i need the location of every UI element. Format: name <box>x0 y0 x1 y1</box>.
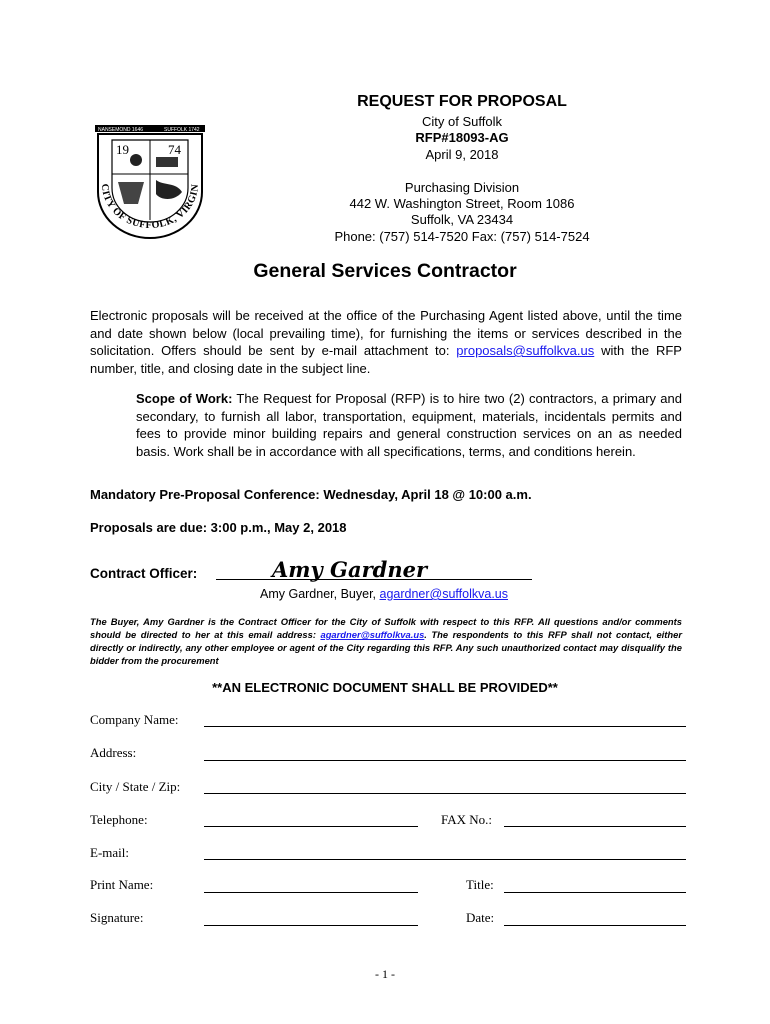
page-number: - 1 - <box>375 967 395 981</box>
print-name-label: Print Name: <box>90 877 154 892</box>
company-name-field[interactable] <box>204 726 686 727</box>
buyer-note-email-link[interactable]: agardner@suffolkva.us <box>320 629 425 640</box>
seal-top-left: NANSEMOND 1646 <box>98 127 144 133</box>
document-title: General Services Contractor <box>253 260 517 282</box>
city-seal <box>94 122 206 240</box>
city-state-zip-label: City / State / Zip: <box>90 779 181 794</box>
scope-text: The Request for Proposal (RFP) is to hire two (2) contractors, a primary and secondary, to furnish all labor, transportation, equipment, materials, incidentals permits and fees to provide minor building repairs and general construction services on an as needed basis. Work shall be in accordance with all specifications, terms, and conditions herein. <box>136 391 682 459</box>
header-street: 442 W. Washington Street, Room 1086 <box>349 196 575 211</box>
contract-officer-name: Amy Gardner, Buyer, <box>260 587 380 601</box>
conference-line: Mandatory Pre-Proposal Conference: Wednesday, April 18 @ 10:00 a.m. <box>90 487 532 502</box>
email-label: E-mail: <box>90 845 129 860</box>
intro-text: Electronic proposals will be received at the office of the Purchasing Agent listed above, until the time and date shown below (local prevailing time), for furnishing the items or services described in the solicitation. Offers should be sent by e-mail attachment to: <box>90 308 682 358</box>
buyer-note-text1: The Buyer, Amy Gardner is the Contract Officer for the City of Suffolk with respect to this RFP. All questions and/or comments should be directed to her at this email address: <box>90 616 682 640</box>
address-field[interactable] <box>204 760 686 761</box>
svg-text:CITY OF SUFFOLK, VIRGINIA <box>94 122 201 231</box>
email-field[interactable] <box>204 859 686 860</box>
contract-officer-label: Contract Officer: <box>90 566 198 581</box>
header-date: April 9, 2018 <box>425 147 499 162</box>
buyer-note <box>90 615 682 667</box>
seal-year-left: 19 <box>116 142 129 157</box>
title-field[interactable] <box>504 892 686 893</box>
date-field[interactable] <box>504 925 686 926</box>
telephone-label: Telephone: <box>90 812 148 827</box>
header-rfp-number: RFP#18093-AG <box>415 130 509 145</box>
seal-year-right: 74 <box>168 142 181 157</box>
company-name-label: Company Name: <box>90 712 179 727</box>
scope-label: Scope of Work: <box>136 391 233 406</box>
header-city-state-zip: Suffolk, VA 23434 <box>410 212 514 227</box>
date-label: Date: <box>466 910 495 925</box>
header-city: City of Suffolk <box>422 114 502 129</box>
contract-officer-signature: Amy Gardner <box>272 557 428 582</box>
title-label: Title: <box>466 877 494 892</box>
header-division: Purchasing Division <box>404 180 520 195</box>
city-seal-graphic <box>94 122 206 240</box>
intro-paragraph <box>90 307 682 377</box>
header-phone-fax: Phone: (757) 514-7520 Fax: (757) 514-7524 <box>334 229 590 244</box>
address-label: Address: <box>90 745 137 760</box>
signature-label: Signature: <box>90 910 144 925</box>
electronic-document-notice: **AN ELECTRONIC DOCUMENT SHALL BE PROVIDED** <box>212 680 558 695</box>
due-line: Proposals are due: 3:00 p.m., May 2, 2018 <box>90 520 347 535</box>
fax-label: FAX No.: <box>441 812 493 827</box>
print-name-field[interactable] <box>204 892 418 893</box>
seal-ring-text: CITY OF SUFFOLK, VIRGIN <box>98 183 202 232</box>
buyer-note-text2: . The respondents to this RFP shall not contact, either directly or indirectly, any other employee or agent of the City regarding this RFP. Any such unauthorized contact may disqualify the bidder from the procurement <box>90 629 682 666</box>
proposals-email-link[interactable]: proposals@suffolkva.us <box>456 343 595 358</box>
scope-paragraph <box>136 390 682 460</box>
seal-top-right: SUFFOLK 1742 <box>164 127 200 133</box>
city-state-zip-field[interactable] <box>204 793 686 794</box>
header-title: REQUEST FOR PROPOSAL <box>357 93 567 110</box>
signature-field[interactable] <box>204 925 418 926</box>
telephone-field[interactable] <box>204 826 418 827</box>
fax-field[interactable] <box>504 826 686 827</box>
contract-officer-email-link[interactable]: agardner@suffolkva.us <box>379 587 509 601</box>
contract-officer-name-line <box>260 587 508 601</box>
intro-text-after: with the RFP number, title, and closing date in the subject line. <box>90 343 682 376</box>
